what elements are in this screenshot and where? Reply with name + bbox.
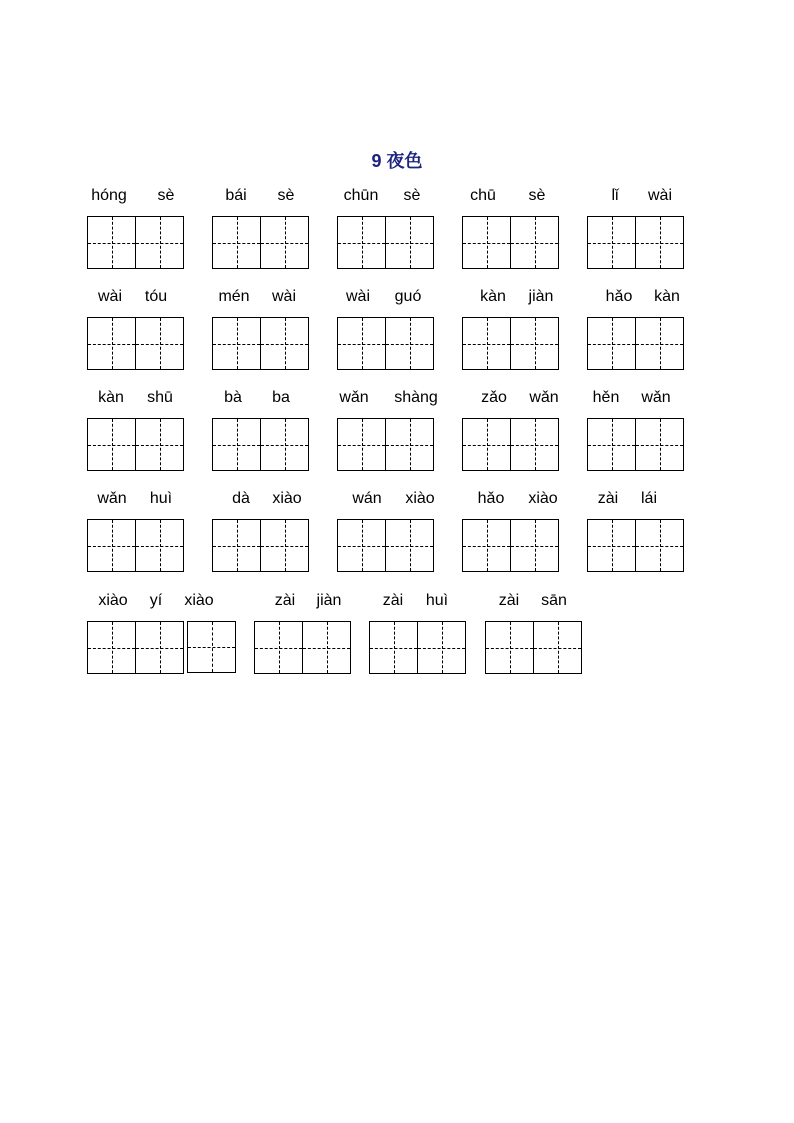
writing-cell[interactable]: [136, 317, 184, 370]
writing-cell[interactable]: [418, 621, 466, 674]
writing-cell[interactable]: [337, 216, 386, 269]
writing-cell[interactable]: [485, 621, 534, 674]
writing-boxes: [587, 216, 684, 269]
writing-cell[interactable]: [511, 418, 559, 471]
writing-cell[interactable]: [87, 621, 136, 674]
worksheet-title: 9 夜色: [371, 151, 423, 171]
writing-boxes: [587, 519, 684, 572]
writing-boxes: [87, 621, 236, 674]
pinyin-syllable: sè: [403, 187, 421, 204]
writing-cell[interactable]: [187, 621, 236, 673]
pinyin-syllable: hěn: [592, 389, 620, 406]
pinyin-syllable: zǎo: [481, 389, 507, 406]
writing-cell[interactable]: [212, 418, 261, 471]
writing-boxes: [337, 317, 434, 370]
writing-cell[interactable]: [136, 216, 184, 269]
pinyin-syllable: ba: [272, 389, 290, 406]
pinyin-syllable: chūn: [343, 187, 379, 204]
writing-boxes: [369, 621, 466, 674]
writing-boxes: [254, 621, 351, 674]
pinyin-syllable: chū: [470, 187, 496, 204]
writing-boxes: [485, 621, 582, 674]
writing-boxes: [87, 519, 184, 572]
pinyin-syllable: wài: [97, 288, 122, 305]
pinyin-syllable: guó: [394, 288, 422, 305]
writing-cell[interactable]: [386, 216, 434, 269]
pinyin-syllable: xiào: [528, 490, 558, 507]
word-row-5: [0, 592, 794, 682]
pinyin-syllable: wài: [271, 288, 296, 305]
writing-cell[interactable]: [587, 418, 636, 471]
pinyin-syllable: shū: [147, 389, 173, 406]
writing-cell[interactable]: [212, 519, 261, 572]
pinyin-syllable: huì: [149, 490, 173, 507]
writing-cell[interactable]: [636, 519, 684, 572]
pinyin-syllable: lái: [640, 490, 657, 507]
writing-cell[interactable]: [337, 418, 386, 471]
writing-cell[interactable]: [212, 317, 261, 370]
writing-cell[interactable]: [337, 519, 386, 572]
pinyin-syllable: zài: [274, 592, 296, 609]
writing-cell[interactable]: [534, 621, 582, 674]
writing-cell[interactable]: [87, 317, 136, 370]
word-row-2: [0, 288, 794, 378]
pinyin-syllable: hǎo: [605, 288, 633, 305]
writing-cell[interactable]: [462, 317, 511, 370]
writing-cell[interactable]: [136, 418, 184, 471]
writing-cell[interactable]: [386, 317, 434, 370]
writing-cell[interactable]: [636, 216, 684, 269]
pinyin-syllable: xiào: [272, 490, 302, 507]
writing-cell[interactable]: [462, 216, 511, 269]
writing-cell[interactable]: [261, 519, 309, 572]
pinyin-syllable: yí: [149, 592, 163, 609]
pinyin-syllable: xiào: [98, 592, 128, 609]
pinyin-syllable: sè: [277, 187, 295, 204]
pinyin-syllable: sè: [157, 187, 175, 204]
writing-cell[interactable]: [337, 317, 386, 370]
writing-cell[interactable]: [587, 216, 636, 269]
writing-cell[interactable]: [87, 418, 136, 471]
writing-boxes: [462, 216, 559, 269]
writing-cell[interactable]: [587, 317, 636, 370]
writing-cell[interactable]: [87, 216, 136, 269]
pinyin-syllable: sān: [541, 592, 567, 609]
pinyin-syllable: wǎn: [97, 490, 127, 507]
writing-cell[interactable]: [511, 317, 559, 370]
pinyin-syllable: sè: [528, 187, 546, 204]
writing-cell[interactable]: [587, 519, 636, 572]
writing-boxes: [87, 418, 184, 471]
pinyin-syllable: wài: [647, 187, 672, 204]
writing-cell[interactable]: [636, 418, 684, 471]
writing-boxes: [462, 519, 559, 572]
pinyin-syllable: wǎn: [529, 389, 559, 406]
writing-cell[interactable]: [303, 621, 351, 674]
pinyin-syllable: xiào: [405, 490, 435, 507]
writing-boxes: [87, 216, 184, 269]
pinyin-syllable: mén: [218, 288, 250, 305]
writing-boxes: [87, 317, 184, 370]
writing-cell[interactable]: [462, 519, 511, 572]
pinyin-syllable: wǎn: [339, 389, 369, 406]
writing-cell[interactable]: [261, 418, 309, 471]
pinyin-syllable: zài: [382, 592, 404, 609]
writing-boxes: [462, 317, 559, 370]
writing-boxes: [462, 418, 559, 471]
writing-boxes: [337, 216, 434, 269]
writing-cell[interactable]: [511, 216, 559, 269]
pinyin-syllable: wài: [345, 288, 370, 305]
word-row-3: [0, 389, 794, 479]
writing-cell[interactable]: [462, 418, 511, 471]
pinyin-syllable: hóng: [91, 187, 127, 204]
pinyin-syllable: shàng: [394, 389, 438, 406]
pinyin-syllable: jiàn: [528, 288, 554, 305]
pinyin-syllable: tóu: [144, 288, 168, 305]
pinyin-syllable: hǎo: [477, 490, 505, 507]
pinyin-syllable: zài: [498, 592, 520, 609]
writing-boxes: [212, 317, 309, 370]
pinyin-syllable: kàn: [480, 288, 506, 305]
word-row-4: [0, 490, 794, 580]
pinyin-syllable: dà: [232, 490, 250, 507]
writing-boxes: [337, 519, 434, 572]
writing-cell[interactable]: [261, 317, 309, 370]
pinyin-syllable: wán: [352, 490, 382, 507]
writing-cell[interactable]: [254, 621, 303, 674]
pinyin-syllable: jiàn: [316, 592, 342, 609]
pinyin-syllable: zài: [597, 490, 619, 507]
writing-cell[interactable]: [636, 317, 684, 370]
writing-cell[interactable]: [386, 418, 434, 471]
writing-boxes: [587, 317, 684, 370]
writing-cell[interactable]: [511, 519, 559, 572]
pinyin-syllable: huì: [425, 592, 449, 609]
writing-boxes: [337, 418, 434, 471]
pinyin-syllable: xiào: [184, 592, 214, 609]
pinyin-syllable: lǐ: [611, 187, 619, 204]
writing-cell[interactable]: [87, 519, 136, 572]
pinyin-syllable: bà: [224, 389, 242, 406]
pinyin-syllable: kàn: [654, 288, 680, 305]
pinyin-syllable: wǎn: [641, 389, 671, 406]
writing-cell[interactable]: [369, 621, 418, 674]
writing-boxes: [587, 418, 684, 471]
pinyin-syllable: bái: [225, 187, 247, 204]
writing-cell[interactable]: [136, 519, 184, 572]
writing-cell[interactable]: [136, 621, 184, 674]
writing-cell[interactable]: [386, 519, 434, 572]
writing-cell[interactable]: [212, 216, 261, 269]
pinyin-syllable: kàn: [98, 389, 124, 406]
writing-boxes: [212, 418, 309, 471]
writing-boxes: [212, 519, 309, 572]
word-row-1: [0, 187, 794, 277]
writing-cell[interactable]: [261, 216, 309, 269]
writing-boxes: [212, 216, 309, 269]
